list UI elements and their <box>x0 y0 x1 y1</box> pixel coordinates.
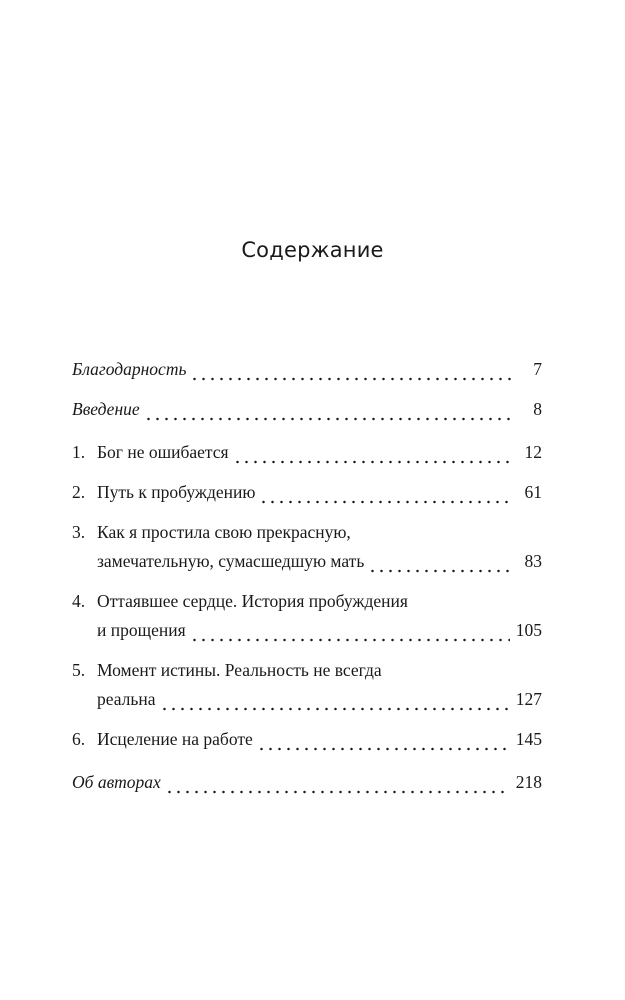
toc-entry-row <box>72 395 542 424</box>
toc-entry-introduction[interactable] <box>72 395 542 424</box>
toc-entry-chapter-3[interactable] <box>72 518 542 576</box>
chapter-number: 3. <box>72 522 86 542</box>
toc-entry-body <box>97 518 542 576</box>
chapter-number: 1. <box>72 442 86 462</box>
toc-entry-acknowledgements[interactable] <box>72 355 542 384</box>
toc-entry-chapter-6[interactable] <box>72 725 542 754</box>
chapter-number: 4. <box>72 591 86 611</box>
toc-entry-row <box>97 547 542 576</box>
toc-entry-body <box>97 656 542 714</box>
dot-leader <box>190 616 510 645</box>
chapter-number: 6. <box>72 729 86 749</box>
toc-entry-row <box>72 768 542 797</box>
toc-entry-page: 61 <box>524 482 542 502</box>
dot-leader <box>165 768 510 797</box>
toc-entry-body <box>97 438 542 467</box>
toc-entry-page: 145 <box>515 729 542 749</box>
dot-leader <box>233 438 512 467</box>
toc-entry-row <box>97 685 542 714</box>
toc-entry-body <box>97 725 542 754</box>
toc-entry-title: Бог не ошибается <box>97 442 229 462</box>
page-title: Содержание <box>241 238 384 262</box>
toc-entry-title-line-1: Как я простила свою прекрасную, <box>97 522 351 542</box>
toc-entry-page: 218 <box>515 772 542 792</box>
chapter-number: 5. <box>72 660 86 680</box>
dot-leader <box>160 685 510 714</box>
toc-entry-title-line-2: реальна <box>97 689 156 709</box>
toc-entry-row <box>97 725 542 754</box>
toc-entry-body <box>97 587 542 645</box>
toc-entry-title: Путь к пробуждению <box>97 482 256 502</box>
toc-entry-chapter-2[interactable] <box>72 478 542 507</box>
toc-entry-title: Введение <box>72 399 140 419</box>
toc-entry-chapter-1[interactable] <box>72 438 542 467</box>
dot-leader <box>368 547 512 576</box>
toc-entry-page: 12 <box>524 442 542 462</box>
dot-leader <box>190 355 512 384</box>
toc-entry-about-authors[interactable] <box>72 768 542 797</box>
chapter-number: 2. <box>72 482 86 502</box>
toc-entry-chapter-5[interactable] <box>72 656 542 714</box>
toc-entry-title: Благодарность <box>72 359 187 379</box>
toc-entry-title-line-1: Момент истины. Реальность не всегда <box>97 660 382 680</box>
toc-entry-title: Об авторах <box>72 772 161 792</box>
toc-entry-page: 83 <box>524 551 542 571</box>
toc-entry-page: 7 <box>533 359 542 379</box>
toc-entry-title-line-2: и прощения <box>97 620 186 640</box>
toc-entry-page: 127 <box>515 689 542 709</box>
toc-entry-row <box>97 438 542 467</box>
toc-entry-title-line-2: замечательную, сумасшедшую мать <box>97 551 365 571</box>
toc-entry-row <box>72 355 542 384</box>
toc-entry-page: 8 <box>533 399 542 419</box>
toc-entry-title: Исцеление на работе <box>97 729 253 749</box>
dot-leader <box>259 478 512 507</box>
toc-entry-body <box>97 478 542 507</box>
table-of-contents <box>72 355 542 797</box>
toc-entry-body <box>72 768 542 797</box>
toc-entry-row <box>97 616 542 645</box>
dot-leader <box>144 395 512 424</box>
dot-leader <box>257 725 510 754</box>
toc-entry-page: 105 <box>515 620 542 640</box>
toc-entry-row <box>97 478 542 507</box>
toc-entry-title-line-1: Оттаявшее сердце. История пробуждения <box>97 591 408 611</box>
toc-entry-body <box>72 395 542 424</box>
toc-entry-chapter-4[interactable] <box>72 587 542 645</box>
toc-entry-body <box>72 355 542 384</box>
